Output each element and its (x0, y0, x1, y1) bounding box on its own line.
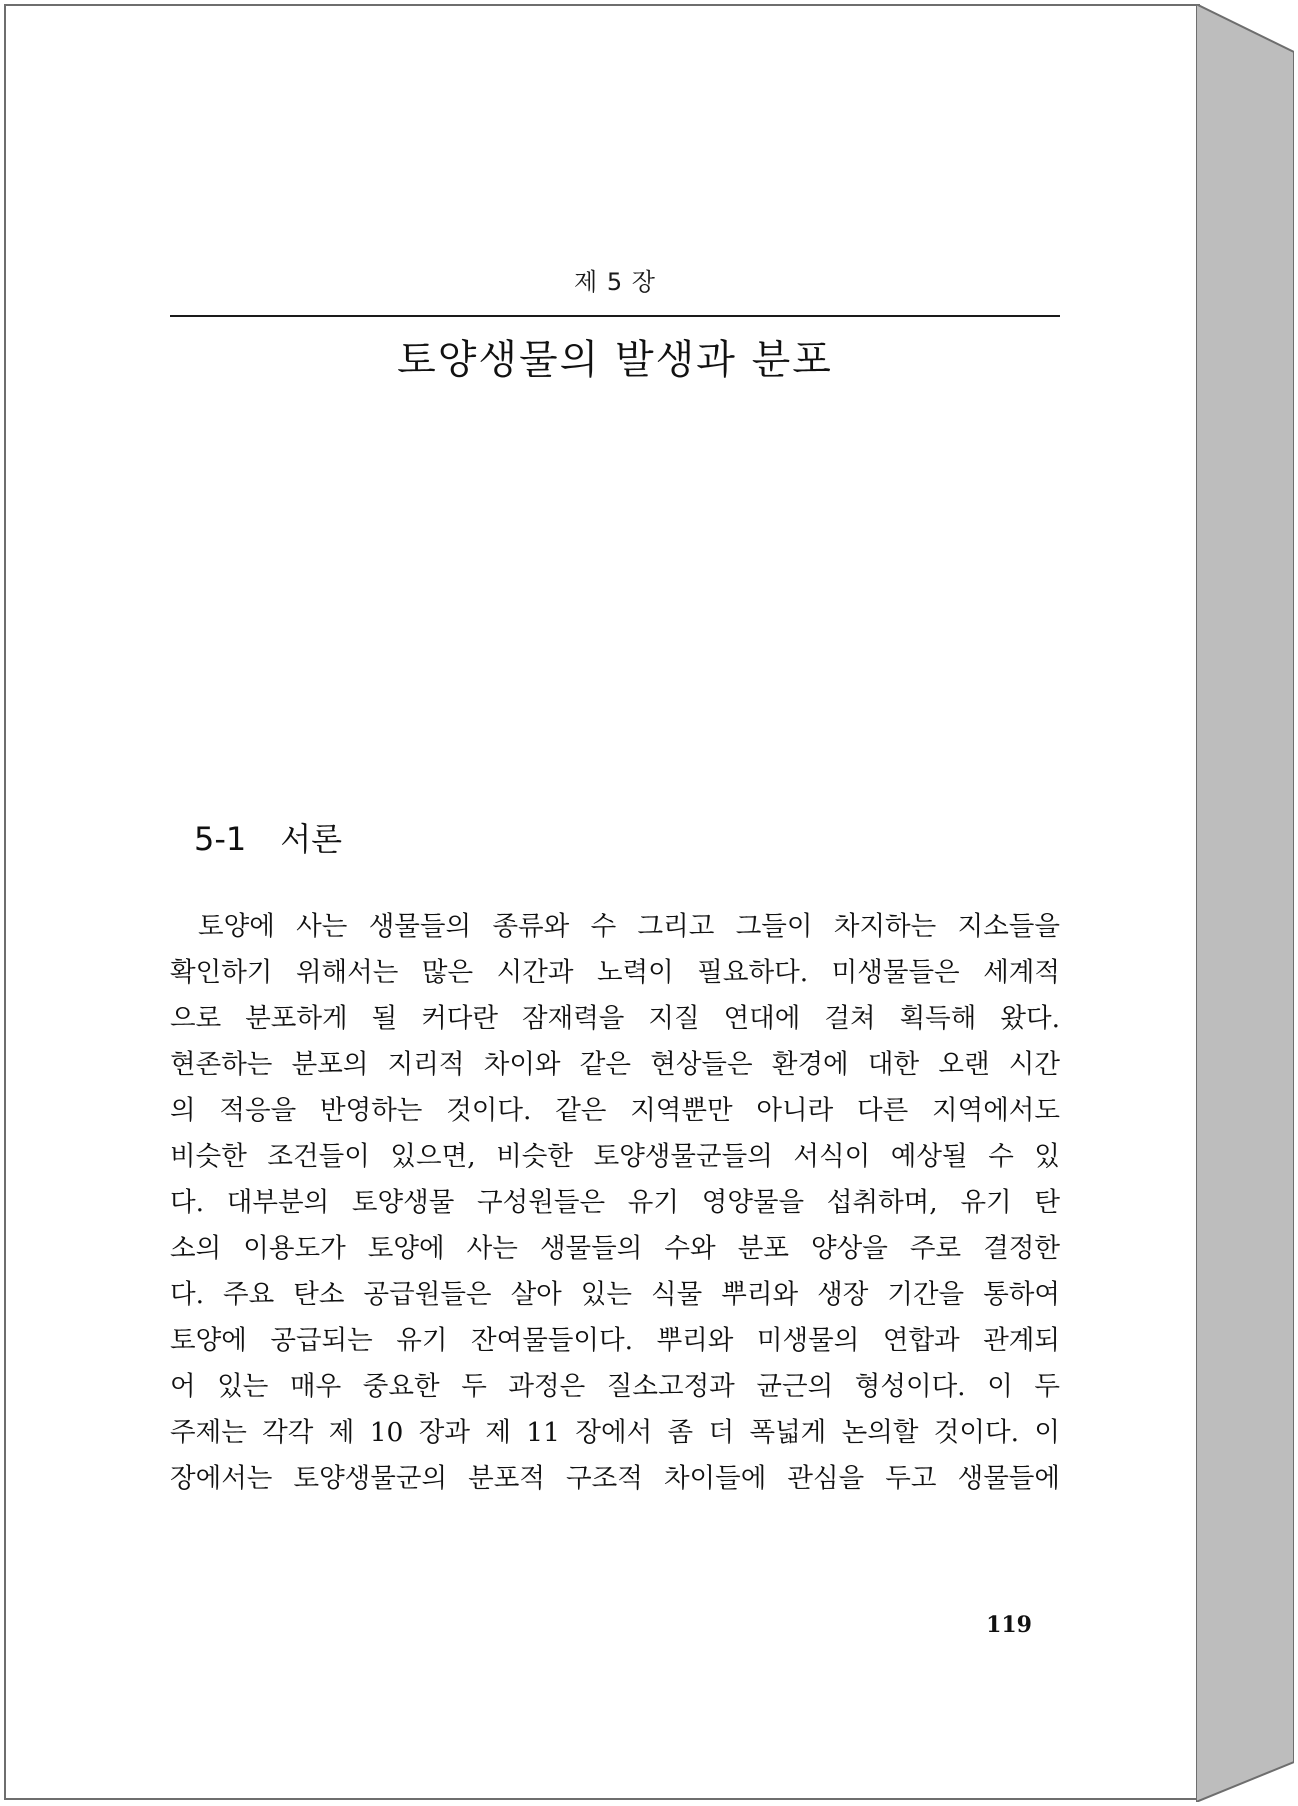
body-line: 현존하는 분포의 지리적 차이와 같은 현상들은 환경에 대한 오랜 시간 (170, 1049, 1060, 1080)
section-number: 5-1 (194, 820, 247, 858)
page-number: 119 (986, 1612, 1032, 1638)
body-line: 비슷한 조건들이 있으면, 비슷한 토양생물군들의 서식이 예상될 수 있 (170, 1141, 1060, 1172)
body-line: 어 있는 매우 중요한 두 과정은 질소고정과 균근의 형성이다. 이 두 (170, 1371, 1060, 1402)
book-page (4, 4, 1200, 1800)
chapter-title: 토양생물의 발생과 분포 (397, 337, 833, 383)
chapter-label: 제 5 장 (574, 268, 656, 296)
body-line: 으로 분포하게 될 커다란 잠재력을 지질 연대에 걸쳐 획득해 왔다. (170, 1003, 1060, 1034)
page-edge-shape (1196, 4, 1294, 1802)
body-line: 다. 주요 탄소 공급원들은 살아 있는 식물 뿌리와 생장 기간을 통하여 (170, 1279, 1060, 1310)
section-title: 서론 (280, 820, 343, 858)
body-line: 확인하기 위해서는 많은 시간과 노력이 필요하다. 미생물들은 세계적 (170, 957, 1060, 988)
body-line: 토양에 공급되는 유기 잔여물들이다. 뿌리와 미생물의 연합과 관계되 (170, 1325, 1060, 1356)
section-heading (194, 814, 342, 860)
page-stack-edge (1196, 4, 1294, 1802)
body-line: 소의 이용도가 토양에 사는 생물들의 수와 분포 양상을 주로 결정한 (170, 1233, 1060, 1264)
body-line: 주제는 각각 제 10 장과 제 11 장에서 좀 더 폭넓게 논의할 것이다. 이 (170, 1417, 1060, 1448)
title-divider (170, 315, 1060, 317)
body-paragraph (170, 904, 1060, 1502)
body-line: 다. 대부분의 토양생물 구성원들은 유기 영양물을 섭취하며, 유기 탄 (170, 1187, 1060, 1218)
body-line: 장에서는 토양생물군의 분포적 구조적 차이들에 관심을 두고 생물들에 (170, 1463, 1060, 1494)
body-line: 의 적응을 반영하는 것이다. 같은 지역뿐만 아니라 다른 지역에서도 (170, 1095, 1060, 1126)
body-line: 토양에 사는 생물들의 종류와 수 그리고 그들이 차지하는 지소들을 (198, 911, 1060, 942)
